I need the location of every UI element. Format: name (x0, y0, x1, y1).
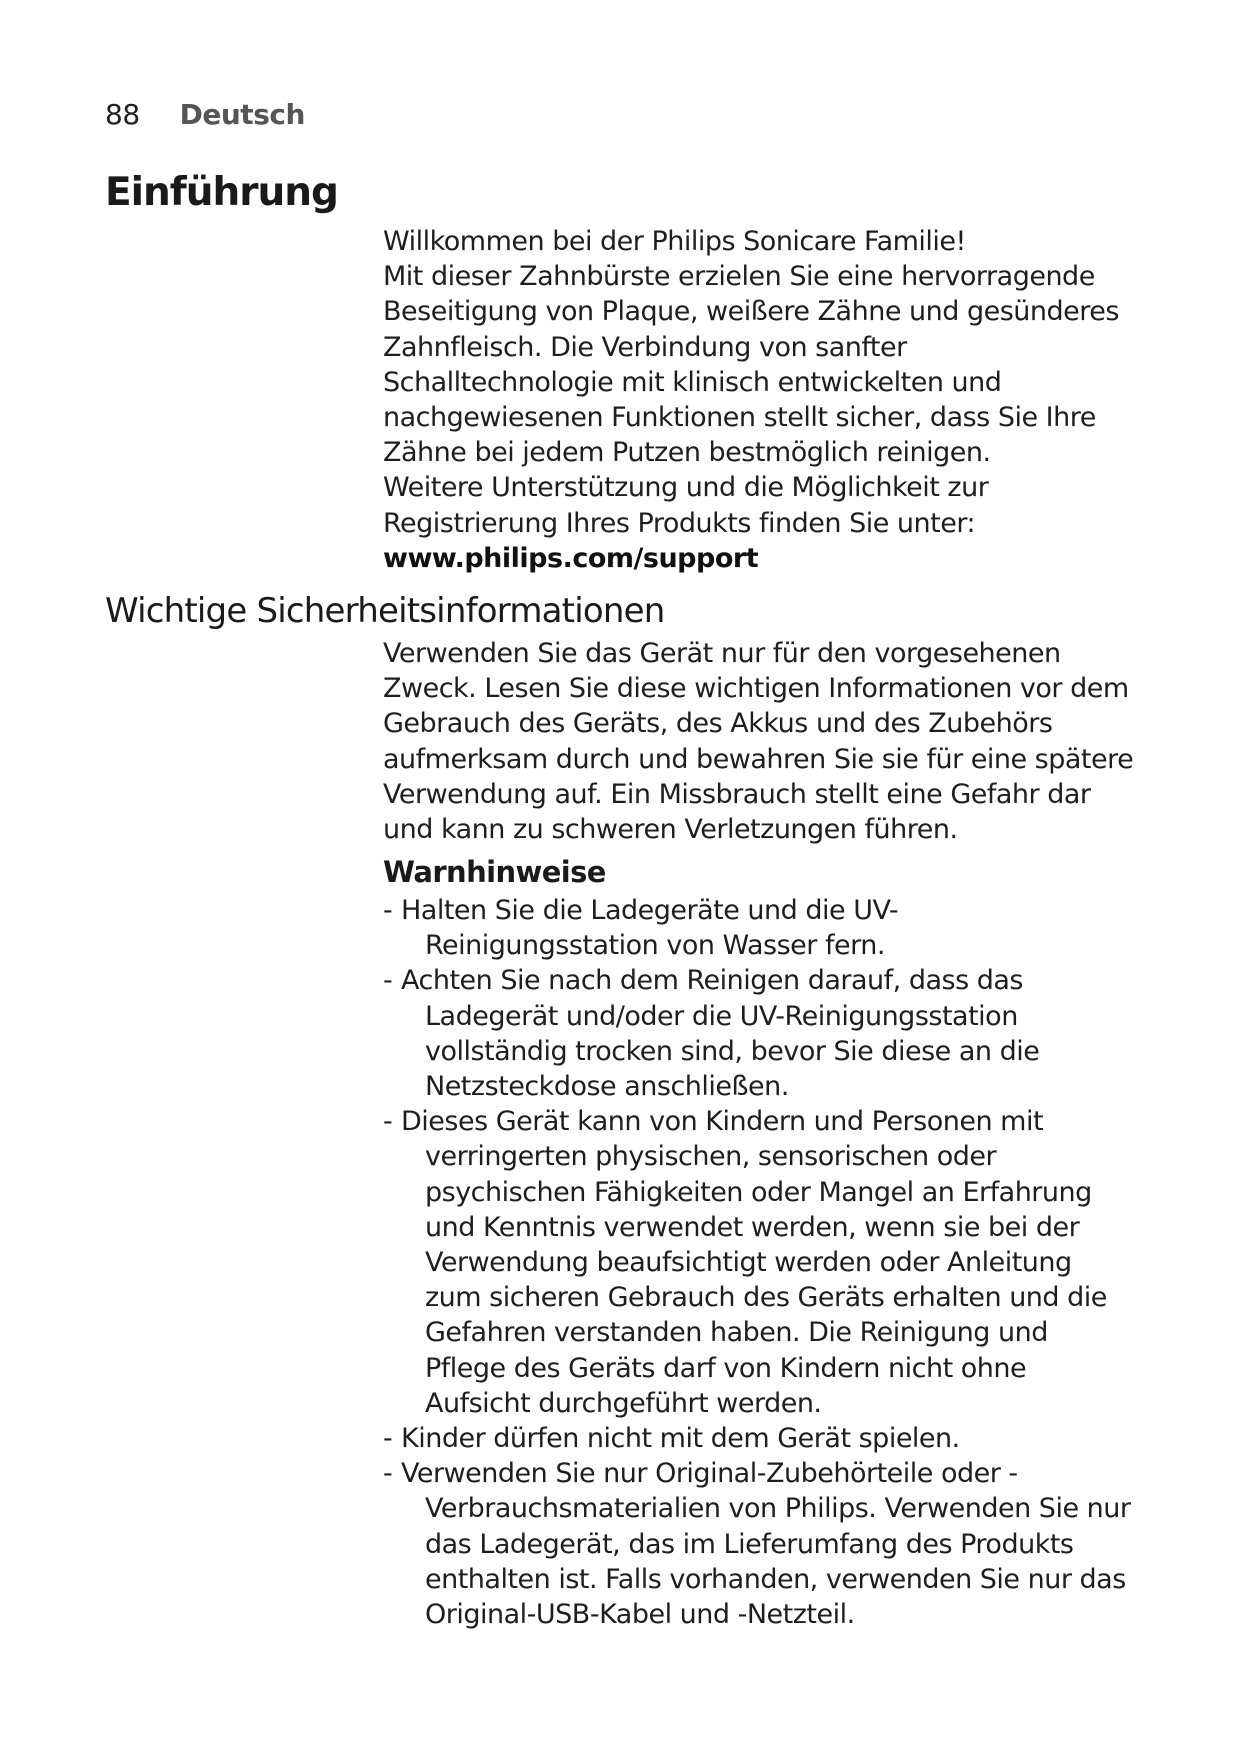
warning-line: Achten Sie nach dem Reinigen darauf, dass das (401, 965, 1023, 997)
safety-line: und kann zu schweren Verletzungen führen. (383, 814, 958, 846)
intro-line: Zähne bei jedem Putzen bestmöglich reinigen. (383, 437, 991, 469)
intro-line: Willkommen bei der Philips Sonicare Familie! (383, 226, 966, 257)
warnings-list (383, 893, 1163, 1632)
intro-line: Zahnfleisch. Die Verbindung von sanfter (383, 331, 907, 363)
warning-line: Original-USB-Kabel und -Netzteil. (425, 1599, 855, 1631)
warning-line: psychischen Fähigkeiten oder Mangel an Erfahrung (425, 1176, 1092, 1208)
page-header (105, 98, 305, 132)
support-url: www.philips.com/support (383, 542, 759, 574)
intro-line: Beseitigung von Plaque, weißere Zähne und gesünderes (383, 296, 1119, 328)
warning-line: Netzsteckdose anschließen. (425, 1071, 789, 1103)
bullet-dash: - (383, 1106, 393, 1138)
warning-line: Aufsicht durchgeführt werden. (425, 1387, 822, 1419)
intro-text (383, 224, 1173, 576)
intro-line: Mit dieser Zahnbürste erzielen Sie eine hervorragende (383, 261, 1095, 293)
safety-line: Verwendung auf. Ein Missbrauch stellt eine Gefahr dar (383, 778, 1091, 810)
warning-item (383, 1104, 1163, 1421)
warning-line: verringerten physischen, sensorischen oder (425, 1141, 997, 1173)
warning-line: Gefahren verstanden haben. Die Reinigung und (425, 1317, 1048, 1349)
intro-line: Schalltechnologie mit klinisch entwickelten und (383, 366, 1002, 398)
warning-item (383, 1456, 1163, 1632)
intro-heading: Einführung (105, 170, 338, 215)
safety-line: Zweck. Lesen Sie diese wichtigen Informationen vor dem (383, 673, 1129, 705)
warning-line: Dieses Gerät kann von Kindern und Personen mit (401, 1106, 1044, 1138)
warning-line: Ladegerät und/oder die UV-Reinigungsstation (425, 1000, 1018, 1032)
language-label: Deutsch (179, 98, 305, 131)
bullet-dash: - (383, 965, 393, 997)
bullet-dash: - (383, 1423, 393, 1455)
safety-line: Gebrauch des Geräts, des Akkus und des Zubehörs (383, 708, 1053, 740)
warning-line: Pflege des Geräts darf von Kindern nicht ohne (425, 1352, 1027, 1384)
warning-line: Halten Sie die Ladegeräte und die UV- (401, 895, 899, 926)
warning-line: enthalten ist. Falls vorhanden, verwenden Sie nur das (425, 1563, 1126, 1595)
safety-line: aufmerksam durch und bewahren Sie sie für eine spätere (383, 743, 1134, 775)
warning-line: Verwendung beaufsichtigt werden oder Anleitung (425, 1247, 1072, 1279)
page-number: 88 (105, 98, 140, 131)
warning-line: Kinder dürfen nicht mit dem Gerät spielen. (401, 1423, 960, 1455)
warning-line: Verbrauchsmaterialien von Philips. Verwenden Sie nur (425, 1493, 1131, 1525)
safety-text (383, 636, 1173, 847)
warning-line: Reinigungsstation von Wasser fern. (425, 930, 885, 962)
intro-line: Registrierung Ihres Produkts finden Sie unter: (383, 507, 976, 539)
warning-item (383, 893, 1163, 963)
warning-item (383, 1421, 1163, 1456)
warning-line: und Kenntnis verwendet werden, wenn sie bei der (425, 1211, 1080, 1243)
bullet-dash: - (383, 1458, 393, 1490)
warning-line: vollständig trocken sind, bevor Sie diese an die (425, 1035, 1040, 1067)
bullet-dash: - (383, 895, 393, 926)
intro-line: nachgewiesenen Funktionen stellt sicher, dass Sie Ihre (383, 402, 1096, 434)
warning-line: das Ladegerät, das im Lieferumfang des Produkts (425, 1528, 1074, 1560)
warning-line: zum sicheren Gebrauch des Geräts erhalten und die (425, 1282, 1107, 1314)
safety-line: Verwenden Sie das Gerät nur für den vorgesehenen (383, 638, 1061, 669)
intro-line: Weitere Unterstützung und die Möglichkeit zur (383, 472, 989, 504)
warnings-heading: Warnhinweise (383, 855, 606, 889)
warning-item (383, 963, 1163, 1104)
safety-heading: Wichtige Sicherheitsinformationen (105, 591, 665, 631)
warning-line: Verwenden Sie nur Original-Zubehörteile oder - (401, 1458, 1018, 1490)
